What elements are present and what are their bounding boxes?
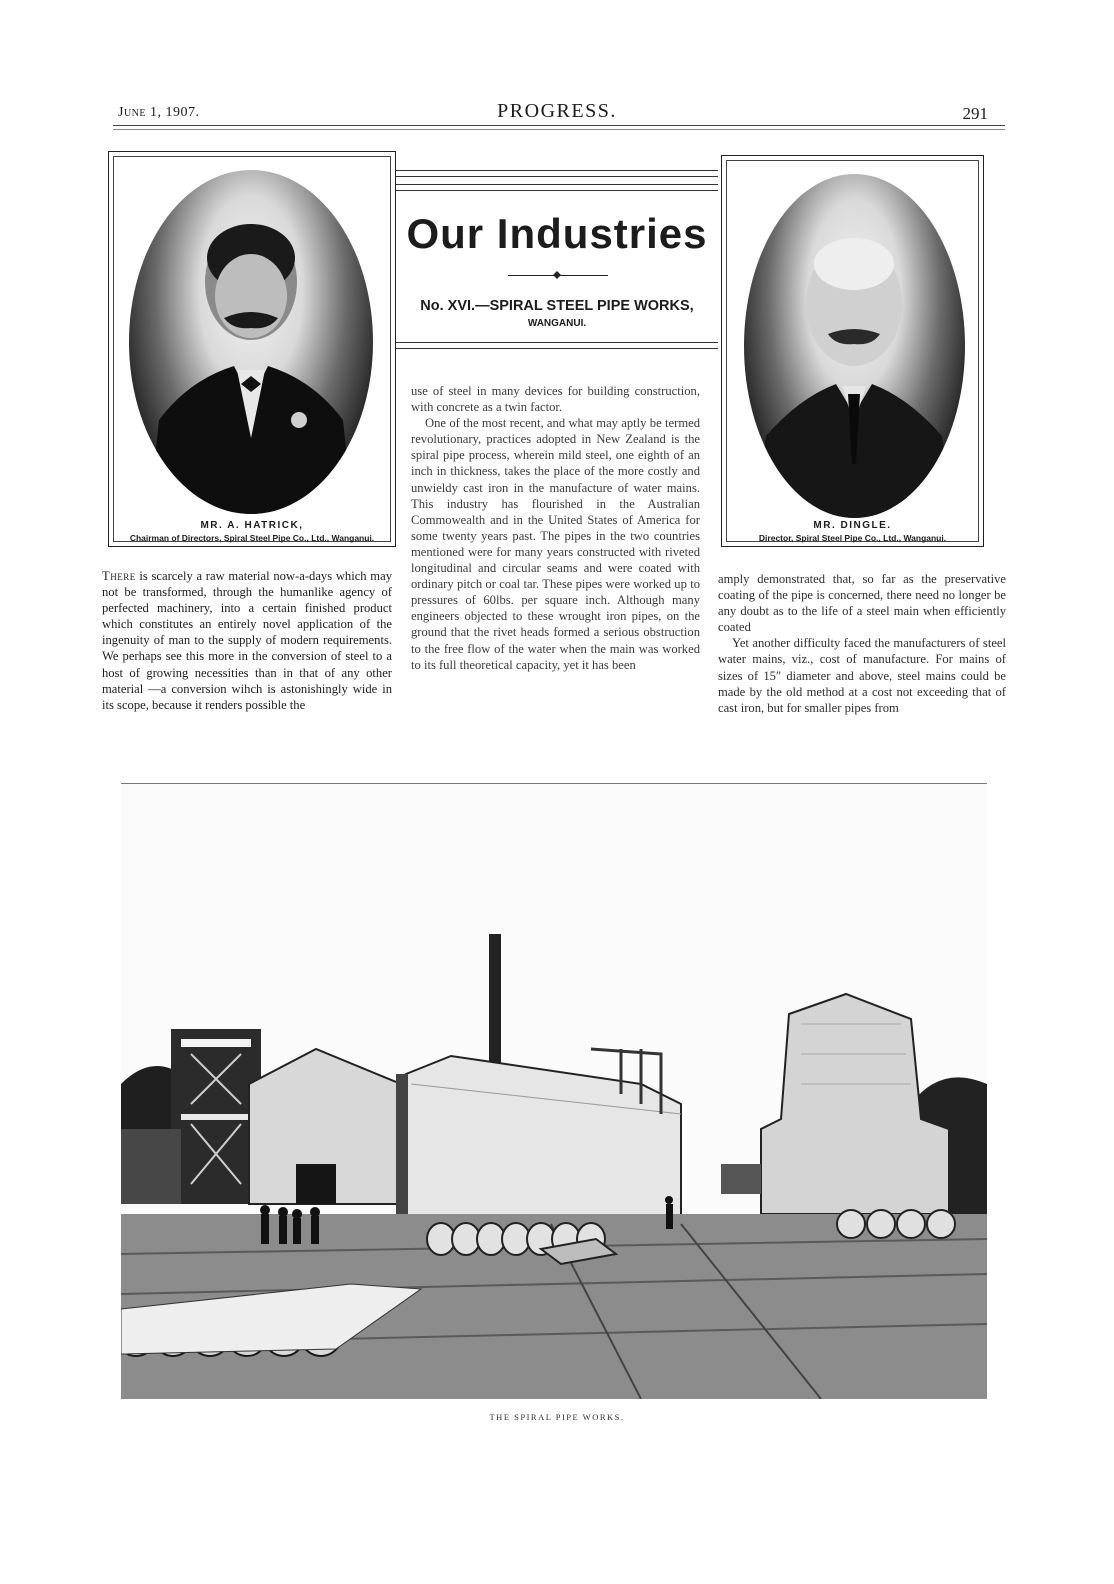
man-silhouette-icon	[744, 174, 965, 518]
title-rule-top	[396, 190, 718, 191]
article-subtitle: No. XVI.—SPIRAL STEEL PIPE WORKS,	[420, 298, 694, 314]
title-rule-bottom	[396, 348, 718, 349]
paragraph: amply demonstrated that, so far as the preservative coating of the pipe is concerned, there need no longer be any doubt as to the life of a steel main when efficiently coated	[718, 572, 1006, 635]
man-silhouette-icon	[129, 170, 373, 514]
article-title-box	[396, 170, 718, 360]
lead-word: There	[102, 569, 136, 583]
factory-scene-icon	[121, 784, 987, 1399]
article-column-right	[718, 571, 1006, 716]
page-number: 291	[962, 104, 988, 123]
issue-date: June 1, 1907.	[118, 105, 200, 120]
portrait-description: Chairman of Directors, Spiral Steel Pipe Co., Ltd., Wanganui.	[129, 533, 375, 543]
portrait-name: MR. DINGLE.	[813, 520, 892, 531]
publication-title: PROGRESS.	[497, 100, 617, 122]
photo-hatrick	[129, 170, 373, 514]
photo-caption: THE SPIRAL PIPE WORKS.	[489, 1412, 625, 1422]
portrait-dingle	[721, 155, 984, 547]
paragraph	[102, 568, 392, 713]
paragraph: One of the most recent, and what may aptly be termed revolutionary, practices adopted in New Zealand is the spiral pipe process, wherein mild steel, one eighth of an inch in thickness, takes the place of the more costly and unwieldy cast iron in the manufacture of water mains. This industry has flourished in the Australian Commowealth and in the United States of America for some twenty years past. The pipes in the two countries mentioned were for many years constructed with riveted longitudinal and circular seams and were coated with ordinary pitch or coal tar. These pipes were worked up to pressures of 60lbs. per square inch. Although many engineers objected to these wrought iron pipes, on the ground that the rivet heads formed a serious obstruction to the free flow of the water when the main was worked to its full theoretical capacity, yet it has been	[411, 416, 700, 672]
title-rule-bottom	[396, 342, 718, 343]
title-rule-top	[396, 176, 718, 177]
title-rule-top	[396, 184, 718, 185]
title-rule-top	[396, 170, 718, 171]
article-column-left	[102, 568, 392, 713]
portrait-description: Director, Spiral Steel Pipe Co., Ltd., Wanganui.	[758, 533, 947, 543]
photo-dingle	[744, 174, 965, 518]
article-column-middle	[411, 383, 700, 673]
photo-spiral-pipe-works	[121, 783, 987, 1399]
diamond-ornament-icon	[553, 271, 561, 279]
header-rule	[113, 125, 1005, 126]
portrait-name: MR. A. HATRICK,	[200, 520, 304, 531]
portrait-hatrick	[108, 151, 396, 547]
paragraph: Yet another difficulty faced the manufacturers of steel water mains, viz., cost of manufacture. For mains of sizes of 15″ diameter and above, steel mains could be made by the old method at a cost not exceeding that of cast iron, but for smaller pipes from	[718, 636, 1006, 715]
article-title: Our Industries	[406, 210, 708, 257]
paragraph-text: is scarcely a raw material now-a-days which may not be transformed, through the humanlike agency of perfected machinery, into a certain finished product which constitutes an entirely novel application of the ingenuity of man to the supply of modern requirements. We perhaps see this more in the conversion of steel to a host of growing necessities than in that of any other material —a conversion wihch is astonishingly wide in its scope, because it renders possible the	[102, 569, 392, 712]
header-rule-secondary	[113, 129, 1005, 130]
article-location: WANGANUI.	[527, 318, 587, 329]
paragraph: use of steel in many devices for building construction, with concrete as a twin factor.	[411, 384, 700, 415]
